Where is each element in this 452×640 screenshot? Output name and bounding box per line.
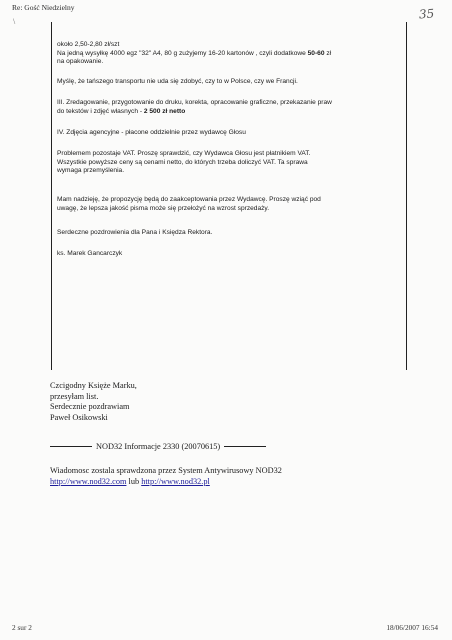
- reply-body: przesyłam list.: [50, 391, 99, 401]
- shipping-paragraph-line1: [57, 50, 402, 59]
- currency-text: zł: [324, 49, 332, 57]
- link-separator: lub: [126, 476, 142, 486]
- greetings-paragraph: Serdeczne pozdrowienia dla Pana i Księdza Rektora.: [57, 229, 213, 236]
- hope-line2: uwagę, że lepsza jakość pisma może się przełożyć na wzrost sprzedaży.: [57, 204, 270, 212]
- editing-line2: [57, 108, 402, 117]
- shipping-text: Na jedną wysyłkę 4000 egz "32" A4, 80 g zużyjemy 16-20 kartonów , czyli dodatkowe: [57, 49, 308, 57]
- antivirus-notice: [50, 466, 430, 487]
- antivirus-banner: [50, 442, 430, 453]
- editing-cost: 2 500 zł netto: [143, 107, 186, 115]
- reply-signature: Paweł Osikowski: [50, 412, 108, 422]
- banner-rule-right: [224, 446, 266, 447]
- vat-line1: Problemem pozostaje VAT. Proszę sprawdzić, czy Wydawca Głosu jest płatnikiem VAT.: [57, 150, 311, 157]
- transport-paragraph: Myślę, że tańszego transportu nie uda się zdobyć, czy to w Polsce, czy we Francji.: [57, 78, 298, 85]
- shipping-paragraph-line2: na opakowanie.: [57, 58, 104, 66]
- price-text: około 2,50-2,80 zł/szt: [57, 41, 120, 48]
- quote-signature: ks. Marek Gancarczyk: [57, 250, 123, 257]
- antivirus-text: Wiadomosc zostala sprawdzona przez System Antywirusowy NOD32: [50, 466, 282, 475]
- vat-line3: wymaga przemyślenia.: [57, 167, 125, 175]
- hope-paragraph: [57, 196, 402, 213]
- packaging-cost: 50-60: [307, 49, 325, 57]
- editing-text: do tekstów i zdjęć własnych -: [57, 107, 144, 115]
- margin-mark: \: [13, 17, 16, 26]
- quote-price-line: [57, 41, 402, 67]
- vat-line2: Wszystkie powyższe ceny są cenami netto, do których trzeba doliczyć VAT. Ta sprawa: [57, 158, 308, 166]
- nod32-com-link[interactable]: http://www.nod32.com: [50, 476, 127, 486]
- hope-line1: Mam nadzieję, że propozycję będą do zaakceptowania przez Wydawcę. Proszę wziąć pod: [57, 196, 321, 203]
- reply-greeting: Czcigodny Księże Marku,: [50, 381, 137, 390]
- antivirus-links: [50, 477, 430, 488]
- reply-message: [50, 381, 430, 423]
- editing-line1: III. Zredagowanie, przygotowanie do druku, korekta, opracowanie graficzne, przekazanie praw: [57, 99, 332, 106]
- page-counter: 2 sur 2: [12, 623, 32, 632]
- reply-closing: Serdecznie pozdrawiam: [50, 402, 130, 412]
- agency-photos-paragraph: IV. Zdjęcia agencyjne - płacone oddzielnie przez wydawcę Głosu: [57, 129, 246, 136]
- nod32-pl-link[interactable]: http://www.nod32.pl: [141, 476, 210, 486]
- antivirus-banner-text: NOD32 Informacje 2330 (20070615): [96, 442, 221, 451]
- email-subject-header: Re: Gość Niedzielny: [12, 3, 75, 12]
- editing-paragraph: [57, 99, 402, 116]
- vat-paragraph: [57, 150, 402, 176]
- banner-rule-left: [50, 446, 92, 447]
- print-datetime: 18/06/2007 16:54: [386, 623, 438, 632]
- handwritten-page-number: 35: [418, 6, 435, 22]
